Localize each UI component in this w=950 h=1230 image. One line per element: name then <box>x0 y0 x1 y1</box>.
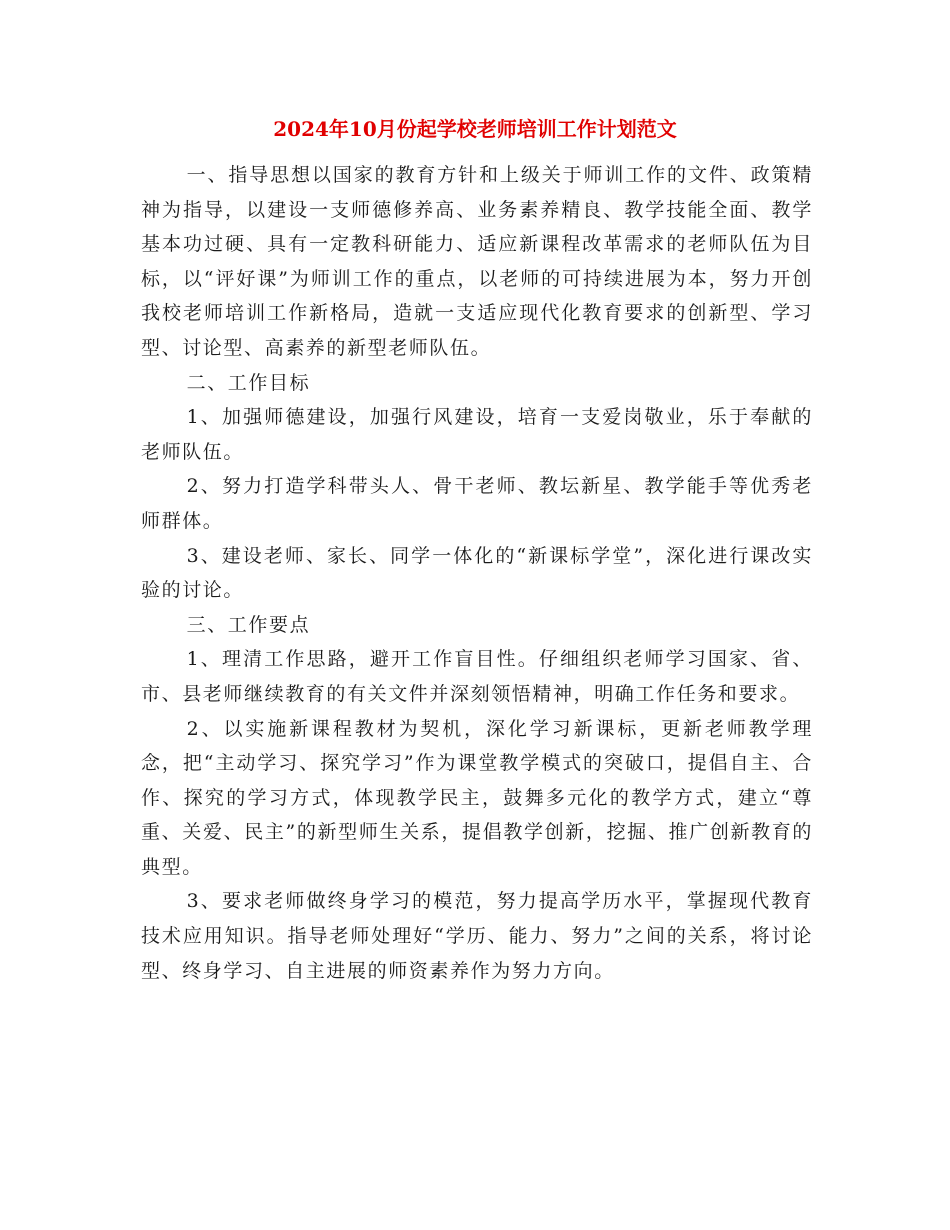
paragraph-point-3: 3、要求老师做终身学习的模范，努力提高学历水平，掌握现代教育技术应用知识。指导老师处理好“学历、能力、努力”之间的关系，将讨论型、终身学习、自主进展的师资素养作为努力方向。 <box>141 890 813 982</box>
paragraph-point-1: 1、理清工作思路，避开工作盲目性。仔细组织老师学习国家、省、市、县老师继续教育的有关文件并深刻领悟精神，明确工作任务和要求。 <box>141 648 813 705</box>
paragraph-point-2: 2、以实施新课程教材为契机，深化学习新课标，更新老师教学理念，把“主动学习、探究学习”作为课堂教学模式的突破口，提倡自主、合作、探究的学习方式，体现教学民主，鼓舞多元化的教学方式，建立“尊重、关爱、民主”的新型师生关系，提倡教学创新，挖掘、推广创新教育的典型。 <box>141 717 813 878</box>
paragraph-guiding-thought: 一、指导思想以国家的教育方针和上级关于师训工作的文件、政策精神为指导，以建设一支师德修养高、业务素养精良、教学技能全面、教学基本功过硬、具有一定教科研能力、适应新课程改革需求的老师队伍为目标，以“评好课”为师训工作的重点，以老师的可持续进展为本，努力开创我校老师培训工作新格局，造就一支适应现代化教育要求的创新型、学习型、讨论型、高素养的新型老师队伍。 <box>141 164 813 359</box>
paragraph-goal-3: 3、建设老师、家长、同学一体化的“新课标学堂”，深化进行课改实验的讨论。 <box>141 544 813 602</box>
paragraph-goal-2: 2、努力打造学科带头人、骨干老师、教坛新星、教学能手等优秀老师群体。 <box>141 475 813 532</box>
section-heading-work-points: 三、工作要点 <box>186 613 311 636</box>
paragraph-goal-1: 1、加强师德建设，加强行风建设，培育一支爱岗敬业，乐于奉献的老师队伍。 <box>141 406 813 463</box>
document-title: 2024年10月份起学校老师培训工作计划范文 <box>273 117 677 141</box>
document-body <box>141 158 813 988</box>
section-heading-work-goals: 二、工作目标 <box>186 371 311 394</box>
